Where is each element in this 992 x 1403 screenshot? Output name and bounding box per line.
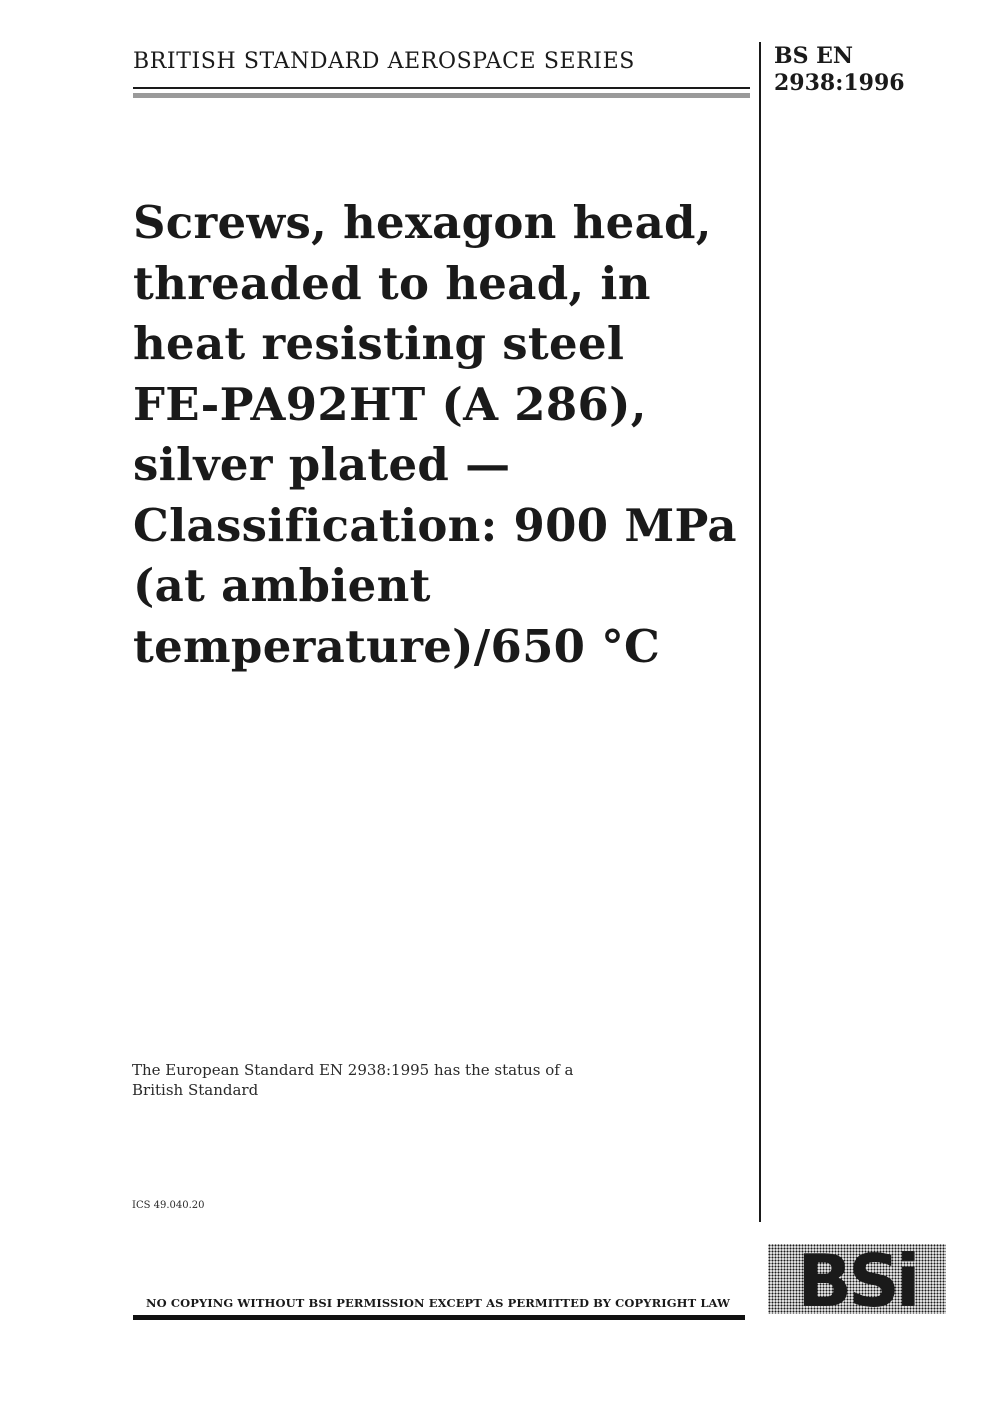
title-line: threaded to head, in [133,256,651,310]
title-line: Screws, hexagon head, [133,196,712,249]
vertical-divider [759,42,761,1222]
title-line: Classification: 900 MPa [133,498,737,552]
header-rule-thin [133,87,750,89]
status-note-line1: The European Standard EN 2938:1995 has the status of a [132,1061,574,1079]
title-line: FE-PA92HT (A 286), [133,377,647,431]
status-note-line2: British Standard [132,1081,259,1099]
document-title [133,193,753,677]
copyright-notice: NO COPYING WITHOUT BSI PERMISSION EXCEPT AS PERMITTED BY COPYRIGHT LAW [146,1296,731,1310]
status-note [132,1060,574,1100]
title-line: (at ambient [133,559,431,612]
series-title: BRITISH STANDARD AEROSPACE SERIES [133,49,635,74]
ics-code: ICS 49.040.20 [132,1200,205,1211]
standard-number [774,43,905,97]
title-line: silver plated — [133,438,511,491]
title-line: temperature)/650 °C [133,619,661,673]
standard-number-line2: 2938:1996 [774,70,905,96]
standard-number-line1: BS EN [774,43,854,69]
header-rule-thick [133,93,750,98]
bsi-logo-icon [768,1244,946,1314]
title-line: heat resisting steel [133,317,625,370]
bsi-logo-text: BSi [797,1244,917,1314]
footer-rule [133,1315,745,1320]
